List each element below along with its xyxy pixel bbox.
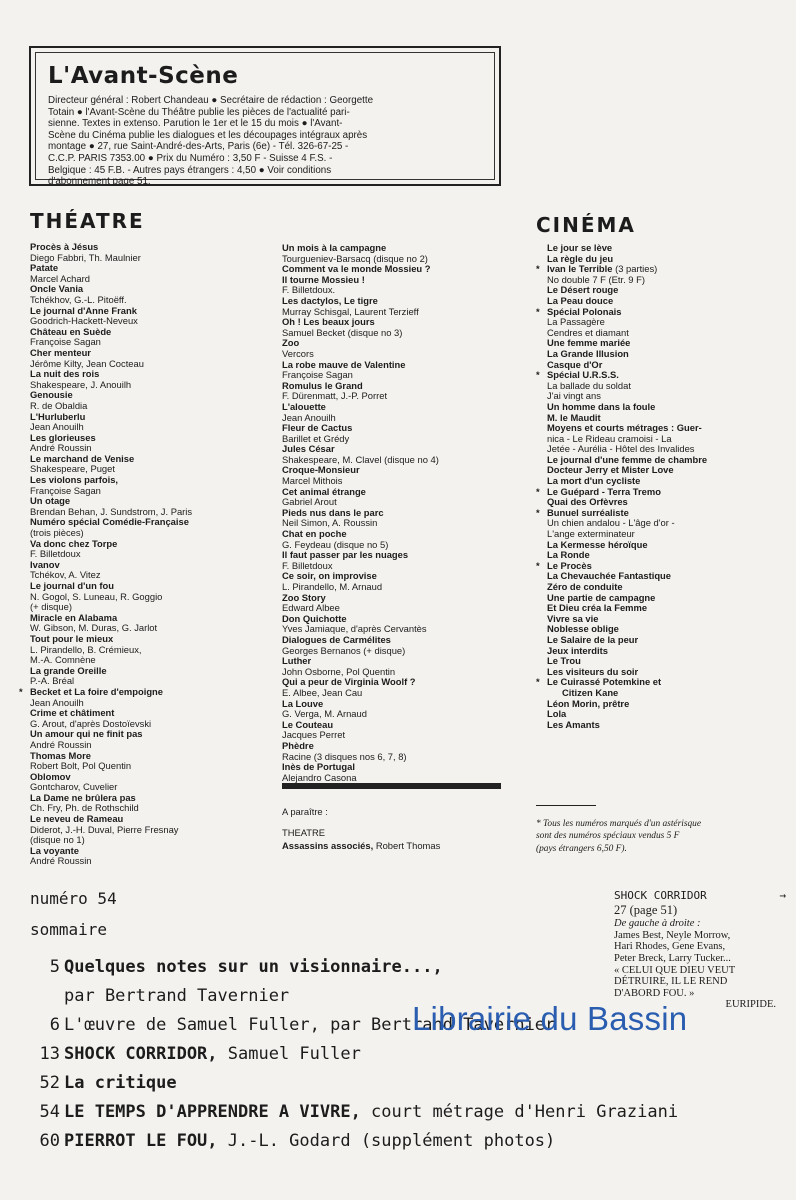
play-author: Gabriel Arout [282,496,337,508]
play-title: Thomas More [30,749,91,761]
play-title: Le Couteau [282,718,334,730]
film-title: Une partie de campagne [547,591,656,603]
masthead-title: L'Avant-Scène [48,63,239,89]
play-title: Tout pour le mieux [30,632,114,644]
play-entry [30,433,270,454]
play-author: Murray Schisgal, Laurent Terzieff [282,305,419,317]
play-entry [282,423,502,444]
theatre-heading: THÉATRE [30,209,145,233]
play-author: Edward Albee [282,602,340,614]
play-title: Le journal d'un fou [30,580,114,591]
cover-note-title: SHOCK CORRIDOR [614,889,707,902]
play-author: Neil Simon, A. Roussin [282,517,378,529]
play-author: Françoise Sagan [30,336,101,348]
toc-author: court métrage d'Henri Graziani [360,1102,679,1122]
play-author: Shakespeare, M. Clavel (disque no 4) [282,453,439,465]
asterisk-footnote [536,818,786,855]
play-title: Oblomov [30,770,71,782]
play-entry [30,708,270,729]
play-entry [282,720,502,741]
play-title: Crime et châtiment [30,707,115,719]
cover-note [614,890,786,1011]
play-author: André Roussin [30,738,92,750]
film-title: Vivre sa vie [547,612,599,624]
film-title: Les visiteurs du soir [547,665,639,677]
film-entry [547,720,787,731]
cover-note-quote-line: DÉTRUIRE, IL LE REND [614,976,728,988]
play-author: P.-A. Bréal [30,675,75,687]
play-author: Georges Bernanos (+ disque) [282,644,406,656]
toc-page-number: 5 [49,957,60,977]
play-author: F. Billetdoux [30,548,81,560]
play-author: (disque no 1) [30,834,85,846]
play-author: John Osborne, Pol Quentin [282,665,396,677]
play-title: Ivanov [30,558,60,570]
play-entry [30,814,270,846]
play-title: Procès à Jésus [30,241,99,252]
film-entry [547,699,787,710]
play-title: Ce soir, on improvise [282,570,377,582]
play-title: Château en Suède [30,325,112,337]
play-title: Oncle Vania [30,283,84,295]
asterisk-marker: * [536,506,540,518]
play-entry [282,360,502,381]
play-title: L'Hurluberlu [30,410,86,422]
play-author: F. Billetdoux [282,559,333,571]
play-entry [282,296,502,317]
film-title: Spécial U.R.S.S. [547,369,619,381]
play-title: Un amour qui ne finit pas [30,728,143,740]
film-title: Le Salaire de la peur [547,633,639,645]
play-entry [282,635,502,656]
upcoming-author: Robert Thomas [375,840,441,851]
masthead-line: Directeur général : Robert Chandeau ● Secrétaire de rédaction : Georgette [48,95,374,106]
play-title: L'alouette [282,400,326,412]
cover-note-quote-author: EURIPIDE. [725,999,776,1011]
play-title: La robe mauve de Valentine [282,358,406,370]
footnote-line: sont des numéros spéciaux vendus 5 F [536,831,680,842]
film-title: Et Dieu créa la Femme [547,602,648,614]
play-title: Le journal d'Anne Frank [30,304,137,316]
masthead-line: Belgique : 45 F.B. - Autres pays étrangers : 4,50 ● Voir conditions [48,164,332,176]
play-author: G. Arout, d'après Dostoïevski [30,717,152,729]
asterisk-marker: * [19,685,23,697]
film-title: Le Trou [547,655,581,667]
play-title: Dialogues de Carmélites [282,633,391,645]
play-entry [282,614,502,635]
masthead-text [48,95,482,188]
film-title: Le journal d'une femme de chambre [547,453,708,465]
film-title: Jetée - Aurélia - Hôtel des Invalides [547,443,695,455]
film-title: Un homme dans la foule [547,400,656,412]
cover-note-name-line: Peter Breck, Larry Tucker... [614,952,731,964]
play-entry [282,444,502,465]
toc-author: Samuel Fuller [217,1044,361,1064]
film-title: Le Cuirassé Potemkine et [547,676,662,688]
upcoming-block [282,805,440,852]
masthead-line: C.C.P. PARIS 7353.00 ● Prix du Numéro : 3,50 F - Suisse 4 F.S. - [48,152,333,164]
play-entry [30,846,270,867]
footnote-rule [536,805,596,806]
toc-title: L'œuvre de Samuel Fuller, par Bertrand Tavernier [64,1015,556,1035]
play-author: Tourgueniev-Barsacq (disque no 2) [282,252,428,264]
cover-note-quote [614,965,786,1000]
film-title: Casque d'Or [547,358,603,370]
film-title: Zéro de conduite [547,581,623,592]
toc-text [64,1102,678,1122]
play-title: Le neveu de Rameau [30,813,124,825]
play-title: La Dame ne brûlera pas [30,791,136,803]
play-title: La Louve [282,697,324,709]
play-title: Inès de Portugal [282,761,355,773]
play-author: Barillet et Grédy [282,432,350,444]
play-entry [282,593,502,614]
play-author: Jean Anouilh [30,421,84,433]
play-author: Diderot, J.-H. Duval, Pierre Fresnay [30,823,179,835]
cinema-column [536,242,787,730]
film-title: Citizen Kane [562,686,619,698]
play-entry [30,581,270,613]
asterisk-marker: * [536,676,540,688]
cover-note-quote-line: D'ABORD FOU. » [614,987,695,999]
play-entry [30,348,270,369]
play-title: Comment va le monde Mossieu ? [282,263,431,275]
play-author: Tchékhov, G.-L. Pitoëff. [30,293,127,305]
play-author: E. Albee, Jean Cau [282,686,363,698]
toc-text [64,1131,555,1151]
play-entry [30,369,270,390]
film-title: La mort d'un cycliste [547,475,641,487]
play-title: Jules César [282,443,335,455]
film-title: Le Guépard - Terra Tremo [547,485,661,497]
film-title: La Peau douce [547,294,614,306]
toc-title: PIERROT LE FOU, [64,1131,218,1151]
watermark: Librairie du Bassin [412,1000,688,1037]
issue-number: numéro 54 [30,889,117,908]
footnote-line: (pays étrangers 6,50 F). [536,843,627,854]
masthead-line: d'abonnement page 51. [48,176,151,188]
play-author: Ch. Fry, Ph. de Rothschild [30,802,139,814]
film-title: La Chevauchée Fantastique [547,570,671,582]
play-entry [30,306,270,327]
cover-note-quote-line: « CELUI QUE DIEU VEUT [614,964,736,976]
play-entry [30,772,270,793]
film-title: Léon Morin, prêtre [547,697,630,709]
toc-title: Quelques notes sur un visionnaire..., [64,957,443,977]
play-title: Don Quichotte [282,612,347,624]
play-author: L. Pirandello, B. Crémieux, [30,643,142,655]
film-title: Lola [547,708,567,720]
play-entry [30,634,270,666]
asterisk-marker: * [536,369,540,381]
film-title: Cendres et diamant [547,326,629,338]
play-title: Fleur de Cactus [282,422,353,434]
play-title: Oh ! Les beaux jours [282,316,375,328]
cover-note-name-line: Hari Rhodes, Gene Evans, [614,941,726,953]
play-author: Shakespeare, Puget [30,463,115,475]
play-title: Un otage [30,495,71,507]
asterisk-marker: * [536,559,540,571]
play-author: André Roussin [30,855,92,867]
play-author: G. Feydeau (disque no 5) [282,538,389,550]
play-author: (trois pièces) [30,527,84,539]
play-author: Goodrich-Hackett-Neveux [30,315,138,327]
theatre-column-1 [19,241,270,867]
play-author: Alejandro Casona [282,771,357,783]
toc-author: J.-L. Godard (supplément photos) [217,1131,556,1151]
toc-title: SHOCK CORRIDOR, [64,1044,218,1064]
asterisk-marker: * [536,263,540,275]
play-title: La nuit des rois [30,368,100,380]
asterisk-marker: * [536,485,540,497]
play-entry [282,529,502,550]
masthead-box [29,46,501,186]
toc-text [64,1073,177,1093]
play-title: Il faut passer par les nuages [282,549,409,561]
play-author: Tchékov, A. Vitez [30,569,101,581]
film-title: Un chien andalou - L'âge d'or - [547,517,675,529]
toc-page-number: 13 [39,1044,60,1064]
film-title: La Kermesse héroïque [547,538,648,550]
masthead-line: Scène du Cinéma publie les dialogues et les découpages intégraux après [48,129,368,141]
play-title: Il tourne Mossieu ! [282,273,365,285]
play-title: Un mois à la campagne [282,242,387,253]
film-title: Bunuel surréaliste [547,506,629,518]
toc-page-number: 52 [39,1073,60,1093]
theatre-column-2 [282,243,502,783]
cinema-heading: CINÉMA [536,213,636,237]
play-title: Phèdre [282,739,314,751]
column-rule [282,783,501,789]
play-title: Qui a peur de Virginia Woolf ? [282,676,416,688]
film-title: Ivan le Terrible [547,263,613,275]
film-title: Jeux interdits [547,644,608,656]
play-entry [30,539,270,560]
film-title: La règle du jeu [547,252,614,264]
play-title: La grande Oreille [30,664,107,676]
film-title: La ballade du soldat [547,379,631,391]
play-entry [282,402,502,423]
play-author: Racine (3 disques nos 6, 7, 8) [282,750,407,762]
play-entry [282,487,502,508]
play-entry [282,381,502,402]
play-entry [30,390,270,411]
play-author: Marcel Mithois [282,475,343,487]
play-entry [30,496,270,517]
play-author: Shakespeare, J. Anouilh [30,378,132,390]
play-entry [30,729,270,750]
play-entry [19,685,270,708]
play-author: Françoise Sagan [30,484,101,496]
play-title: Chat en poche [282,528,347,540]
cover-note-caption: De gauche à droite : [614,918,701,930]
play-title: Cher menteur [30,346,91,358]
film-title: Une femme mariée [547,337,631,349]
play-title: Romulus le Grand [282,379,363,391]
play-entry [30,475,270,496]
film-title: La Passagère [547,316,605,328]
play-title: Numéro spécial Comédie-Française [30,516,189,528]
masthead-line: Totain ● l'Avant-Scène du Théâtre publie les pièces de l'actualité pari- [48,106,350,118]
play-entry [282,465,502,486]
film-entry [547,646,787,657]
film-title: La Ronde [547,549,590,561]
play-author: N. Gogol, S. Luneau, R. Goggio [30,590,163,602]
play-entry [30,613,270,634]
play-title: Zoo Story [282,591,326,603]
play-author: L. Pirandello, M. Arnaud [282,581,383,592]
toc-page-number: 60 [39,1131,60,1151]
play-entry [282,550,502,571]
play-author: Diego Fabbri, Th. Maulnier [30,251,141,263]
play-entry [282,571,502,592]
film-title: Le jour se lève [547,242,613,253]
play-entry [282,699,502,720]
play-author: Françoise Sagan [282,369,353,381]
play-author: Gontcharov, Cuvelier [30,781,118,793]
toc-page-number: 6 [49,1015,60,1035]
play-entry [30,242,270,263]
film-title: No double 7 F (Etr. 9 F) [547,273,645,285]
play-entry [30,793,270,814]
play-entry [30,263,270,284]
play-author: Samuel Becket (disque no 3) [282,326,403,338]
play-entry [282,338,502,359]
film-title: J'ai vingt ans [547,390,601,402]
upcoming-label: A paraître : [282,806,328,817]
film-title: La Grande Illusion [547,347,629,359]
play-author: M.-A. Comnène [30,654,96,666]
play-title: Miracle en Alabama [30,611,118,623]
cover-note-name-line: James Best, Neyle Morrow, [614,929,731,941]
play-entry [30,412,270,433]
play-entry [282,275,502,296]
film-title: M. le Maudit [547,411,601,423]
film-note: (3 parties) [612,263,658,275]
asterisk-marker: * [536,305,540,317]
play-title: Les dactylos, Le tigre [282,294,378,306]
play-author: Robert Bolt, Pol Quentin [30,760,132,772]
film-title: Docteur Jerry et Mister Love [547,464,674,476]
play-author: Jean Anouilh [282,411,336,423]
masthead-line: montage ● 27, rue Saint-André-des-Arts, Paris (6e) - Tél. 326-67-25 - [48,141,349,153]
play-author: Yves Jamiaque, d'après Cervantès [282,623,427,635]
film-title: Le Désert rouge [547,284,619,296]
toc-title: LE TEMPS D'APPRENDRE A VIVRE, [64,1102,361,1122]
play-title: Cet animal étrange [282,485,366,497]
upcoming-section: THEATRE [282,827,326,838]
play-author: G. Verga, M. Arnaud [282,708,367,720]
play-entry [282,317,502,338]
play-title: Patate [30,262,59,274]
film-title: nica - Le Rideau cramoisi - La [547,432,672,444]
play-entry [30,454,270,475]
masthead-line: sienne. Textes in extenso. Parution le 1er et le 15 du mois ● l'Avant- [48,118,343,130]
footnote-line: * Tous les numéros marqués d'un astérisque [536,819,702,829]
play-author: Jean Anouilh [30,696,84,708]
toc-text [64,1044,361,1064]
film-title: Moyens et courts métrages : Guer- [547,422,702,434]
play-title: La voyante [30,844,79,856]
play-title: Croque-Monsieur [282,464,360,476]
play-entry [30,560,270,581]
play-title: Les violons parfois, [30,474,119,486]
cover-note-page: 27 (page 51) [614,902,678,917]
play-title: Pieds nus dans le parc [282,506,384,518]
play-entry [282,741,502,762]
play-author: F. Billetdoux. [282,284,336,296]
film-title: Quai des Orfèvres [547,496,628,508]
arrow-right-icon: → [779,889,786,902]
play-title: Va donc chez Torpe [30,537,118,549]
play-title: Zoo [282,337,300,349]
summary-label: sommaire [30,920,108,939]
play-author: Vercors [282,347,314,359]
play-author: F. Dürenmatt, J.-P. Porret [282,390,388,402]
play-entry [282,243,502,264]
toc-page-number: 54 [39,1102,60,1122]
play-entry [282,508,502,529]
play-title: Le marchand de Venise [30,452,135,464]
play-title: Genousie [30,389,73,401]
toc-continuation: par Bertrand Tavernier [64,986,290,1006]
play-entry [282,656,502,677]
play-entry [30,751,270,772]
play-entry [282,677,502,698]
toc-title: La critique [64,1073,177,1093]
play-author: Jacques Perret [282,729,346,741]
film-title: L'ange exterminateur [547,528,635,540]
play-author: Jérôme Kilty, Jean Cocteau [30,357,144,369]
play-entry [30,517,270,538]
film-title: Noblesse oblige [547,623,619,635]
play-entry [30,666,270,687]
play-author: Brendan Behan, J. Sundstrom, J. Paris [30,505,193,517]
film-title: Le Procès [547,559,592,571]
play-author: (+ disque) [30,601,72,613]
play-author: André Roussin [30,442,92,454]
cover-note-names [614,930,786,965]
play-title: Luther [282,655,312,667]
play-entry [30,284,270,305]
upcoming-title: Assassins associés, [282,840,374,851]
play-entry [282,762,502,783]
film-title: Les Amants [547,718,600,730]
play-author: Marcel Achard [30,272,90,284]
toc-text [64,957,443,977]
film-title: Spécial Polonais [547,305,622,317]
play-entry [30,327,270,348]
play-title: Becket et La foire d'empoigne [30,685,163,697]
play-author: R. de Obaldia [30,399,88,411]
play-title: Les glorieuses [30,431,96,443]
play-author: W. Gibson, M. Duras, G. Jarlot [30,622,158,634]
